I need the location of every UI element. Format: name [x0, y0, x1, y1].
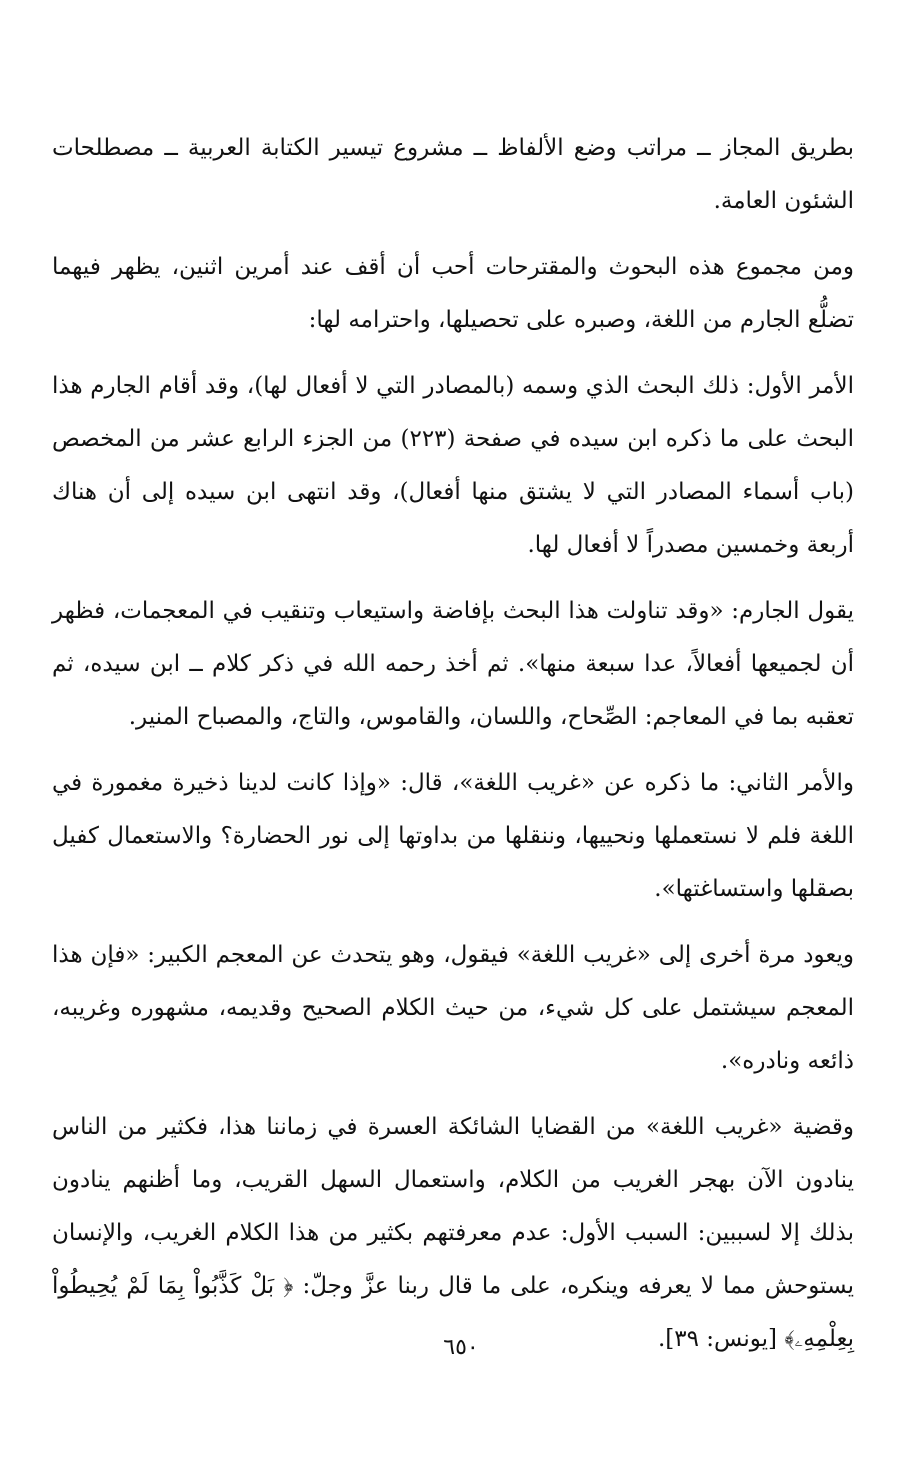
paragraph-5: والأمر الثاني: ما ذكره عن «غريب اللغة»، قال: «وإذا كانت لدينا ذخيرة مغمورة في اللغة فلم لا نستعملها ونحييها، وننقلها من بداوتها إلى نور الحضارة؟ والاستعمال كفيل بصقلها واستساغتها».	[52, 770, 854, 902]
paragraph-3: الأمر الأول: ذلك البحث الذي وسمه (بالمصادر التي لا أفعال لها)، وقد أقام الجارم هذا البحث على ما ذكره ابن سيده في صفحة (٢٢٣) من الجزء الرابع عشر من المخصص (باب أسماء المصادر التي لا يشتق منها أفعال)، وقد انتهى ابن سيده إلى أن هناك أربعة وخمسين مصدراً لا أفعال لها.	[52, 373, 854, 558]
paragraph-7: وقضية «غريب اللغة» من القضايا الشائكة العسرة في زماننا هذا، فكثير من الناس ينادون الآن بهجر الغريب من الكلام، واستعمال السهل القريب، وما أظنهم ينادون بذلك إلا لسببين: السبب الأول: عدم معرفتهم بكثير من هذا الكلام الغريب، والإنسان يستوحش مما لا يعرفه وينكره، على ما قال ربنا عزَّ وجلّ: ﴿ بَلْ كَذَّبُواْ بِمَا لَمْ يُحِيطُواْ بِعِلْمِهِۦ﴾ [يونس: ٣٩].	[52, 1114, 854, 1352]
paragraph-1: بطريق المجاز ــ مراتب وضع الألفاظ ــ مشروع تيسير الكتابة العربية ــ مصطلحات الشئون العامة.	[52, 135, 854, 214]
paragraph-4: يقول الجارم: «وقد تناولت هذا البحث بإفاضة واستيعاب وتنقيب في المعجمات، فظهر أن لجميعها أفعالاً، عدا سبعة منها». ثم أخذ رحمه الله في ذكر كلام ــ ابن سيده، ثم تعقبه بما في المعاجم: الصِّحاح، واللسان، والقاموس، والتاج، والمصباح المنير.	[52, 598, 854, 730]
page-number: ٦٥٠	[443, 1335, 479, 1360]
paragraph-2: ومن مجموع هذه البحوث والمقترحات أحب أن أقف عند أمرين اثنين، يظهر فيهما تضلُّع الجارم من اللغة، وصبره على تحصيلها، واحترامه لها:	[52, 254, 854, 333]
paragraph-6: ويعود مرة أخرى إلى «غريب اللغة» فيقول، وهو يتحدث عن المعجم الكبير: «فإن هذا المعجم سيشتمل على كل شيء، من حيث الكلام الصحيح وقديمه، مشهوره وغريبه، ذائعه ونادره».	[52, 942, 854, 1074]
page-body-text	[52, 122, 854, 1379]
